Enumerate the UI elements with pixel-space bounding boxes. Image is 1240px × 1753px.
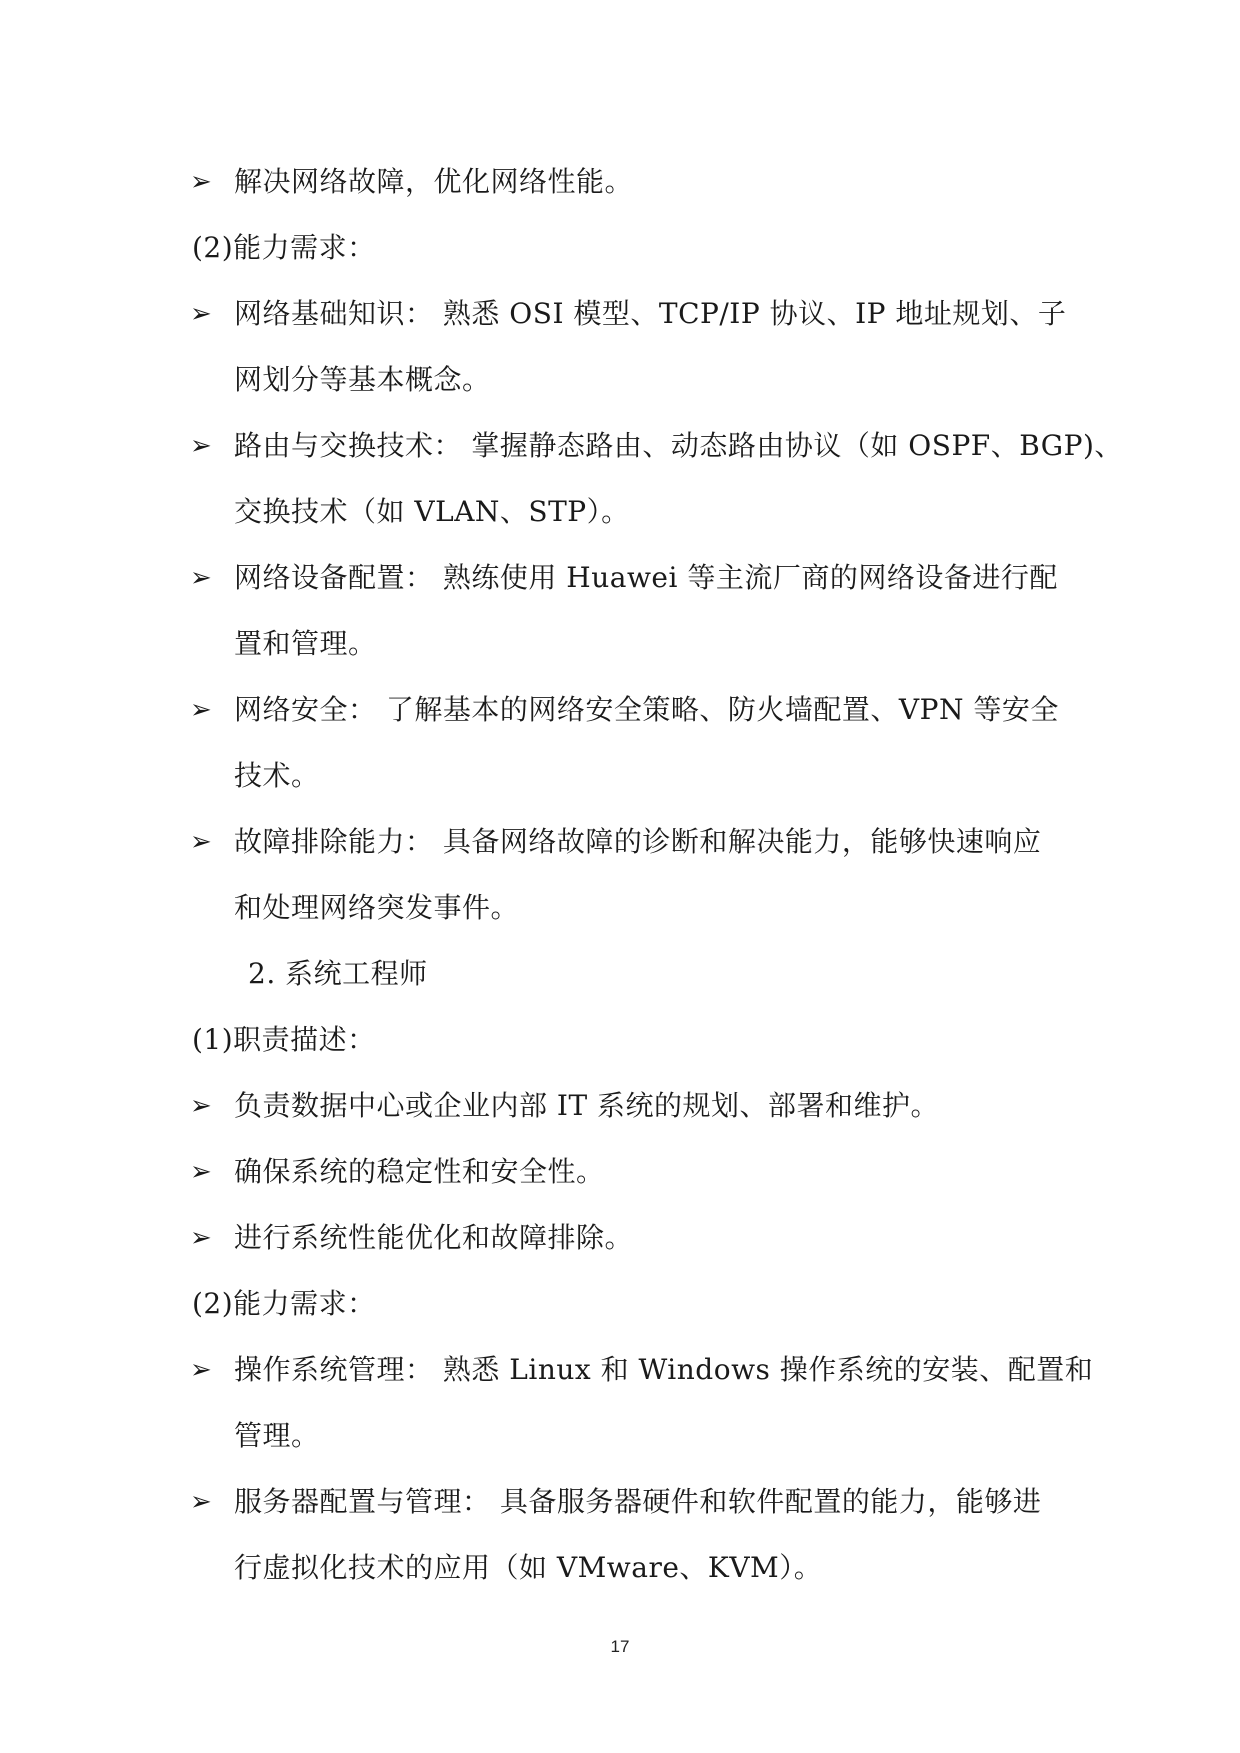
bullet-arrow-icon: ➢ xyxy=(190,431,212,461)
bullet-arrow-icon: ➢ xyxy=(190,695,212,725)
bullet-text-continuation: 置和管理。 xyxy=(234,627,377,660)
bullet-arrow-icon: ➢ xyxy=(190,167,212,197)
bullet-arrow-icon: ➢ xyxy=(190,299,212,329)
subsection-heading: (1)职责描述： xyxy=(192,1023,376,1056)
bullet-text-continuation: 技术。 xyxy=(234,759,320,792)
bullet-text: 解决网络故障，优化网络性能。 xyxy=(234,165,634,198)
bullet-text-continuation: 网划分等基本概念。 xyxy=(234,363,491,396)
subsection-heading: (2)能力需求： xyxy=(192,1287,376,1320)
bullet-arrow-icon: ➢ xyxy=(190,827,212,857)
bullet-text: 确保系统的稳定性和安全性。 xyxy=(234,1155,605,1188)
bullet-text-continuation: 交换技术（如 VLAN、STP）。 xyxy=(234,495,630,528)
bullet-text: 服务器配置与管理： 具备服务器硬件和软件配置的能力，能够进 xyxy=(234,1485,1042,1518)
bullet-text: 操作系统管理： 熟悉 Linux 和 Windows 操作系统的安装、配置和 xyxy=(234,1353,1094,1386)
bullet-text: 网络基础知识： 熟悉 OSI 模型、TCP/IP 协议、IP 地址规划、子 xyxy=(234,297,1067,330)
bullet-arrow-icon: ➢ xyxy=(190,1487,212,1517)
bullet-text: 进行系统性能优化和故障排除。 xyxy=(234,1221,634,1254)
bullet-text: 网络安全： 了解基本的网络安全策略、防火墙配置、VPN 等安全 xyxy=(234,693,1059,726)
subsection-heading: (2)能力需求： xyxy=(192,231,376,264)
section-heading: 2. 系统工程师 xyxy=(248,957,428,990)
bullet-arrow-icon: ➢ xyxy=(190,563,212,593)
bullet-arrow-icon: ➢ xyxy=(190,1355,212,1385)
bullet-text-continuation: 和处理网络突发事件。 xyxy=(234,891,520,924)
bullet-text: 负责数据中心或企业内部 IT 系统的规划、部署和维护。 xyxy=(234,1089,940,1122)
bullet-text-continuation: 行虚拟化技术的应用（如 VMware、KVM）。 xyxy=(234,1551,823,1584)
bullet-text: 路由与交换技术： 掌握静态路由、动态路由协议（如 OSPF、BGP)、 xyxy=(234,429,1123,462)
page-number: 17 xyxy=(610,1637,630,1656)
bullet-arrow-icon: ➢ xyxy=(190,1223,212,1253)
bullet-text-continuation: 管理。 xyxy=(234,1419,320,1452)
bullet-text: 故障排除能力： 具备网络故障的诊断和解决能力，能够快速响应 xyxy=(234,825,1042,858)
bullet-arrow-icon: ➢ xyxy=(190,1091,212,1121)
bullet-arrow-icon: ➢ xyxy=(190,1157,212,1187)
bullet-text: 网络设备配置： 熟练使用 Huawei 等主流厂商的网络设备进行配 xyxy=(234,561,1058,594)
